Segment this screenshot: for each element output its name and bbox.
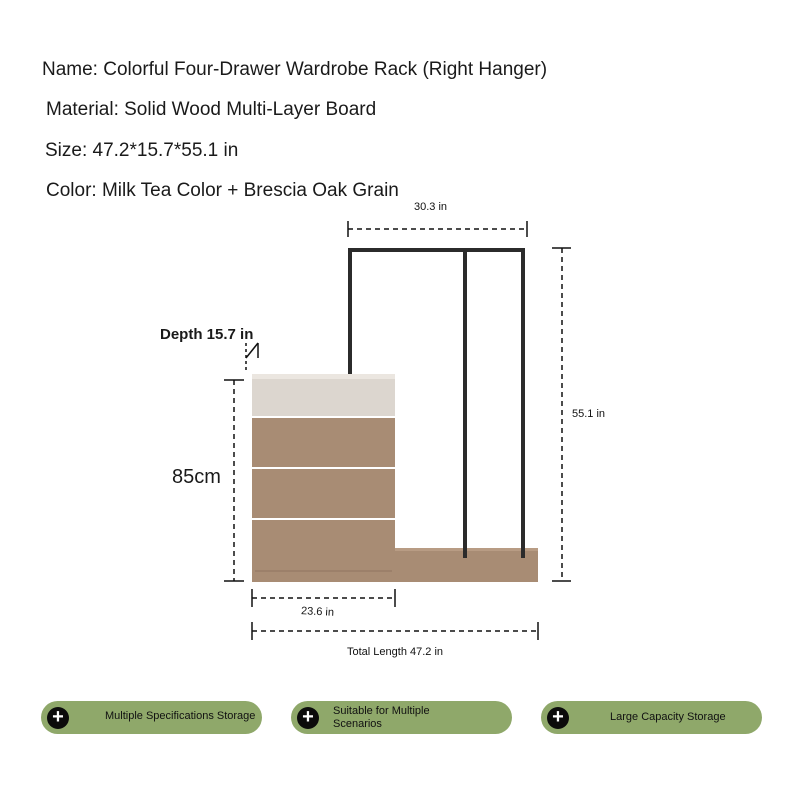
feature-pill-storage-specs bbox=[41, 701, 262, 734]
feature-label: Large Capacity Storage bbox=[610, 711, 726, 723]
plus-icon: + bbox=[47, 707, 69, 729]
total-height-label: 55.1 in bbox=[572, 408, 606, 420]
product-material: Material: Solid Wood Multi-Layer Board bbox=[46, 99, 377, 120]
total-height-dimension-line bbox=[552, 248, 571, 581]
total-length-dimension-line bbox=[252, 622, 538, 640]
cabinet-height-label: 85cm bbox=[172, 466, 221, 488]
cabinet-width-label: 23.6 in bbox=[300, 605, 335, 619]
cabinet-drawer-2 bbox=[252, 418, 395, 467]
rack-width-label: 30.3 in bbox=[414, 201, 448, 213]
cabinet-drawer-4 bbox=[252, 520, 395, 570]
rack-width-dimension-line bbox=[348, 221, 527, 237]
feature-label: Suitable for Multiple Scenarios bbox=[333, 705, 430, 730]
product-size: Size: 47.2*15.7*55.1 in bbox=[45, 140, 239, 161]
cabinet-width-dimension-line bbox=[252, 589, 395, 607]
cabinet-height-dimension-line bbox=[224, 380, 244, 581]
product-color: Color: Milk Tea Color + Brescia Oak Grain bbox=[46, 180, 399, 201]
cabinet-drawer-3 bbox=[252, 469, 395, 518]
plus-icon: + bbox=[297, 707, 319, 729]
feature-pill-capacity bbox=[541, 701, 762, 734]
depth-marker bbox=[246, 343, 258, 372]
feature-label: Multiple Specifications Storage bbox=[105, 710, 256, 722]
feature-pill-scenarios bbox=[291, 701, 512, 734]
cabinet-top-drawer bbox=[252, 374, 395, 416]
total-length-label: Total Length 47.2 in bbox=[347, 646, 444, 658]
product-name: Name: Colorful Four-Drawer Wardrobe Rack (Right Hanger) bbox=[42, 59, 548, 80]
depth-label: Depth 15.7 in bbox=[160, 326, 254, 343]
drawer-cabinet bbox=[252, 374, 395, 582]
plus-icon: + bbox=[547, 707, 569, 729]
